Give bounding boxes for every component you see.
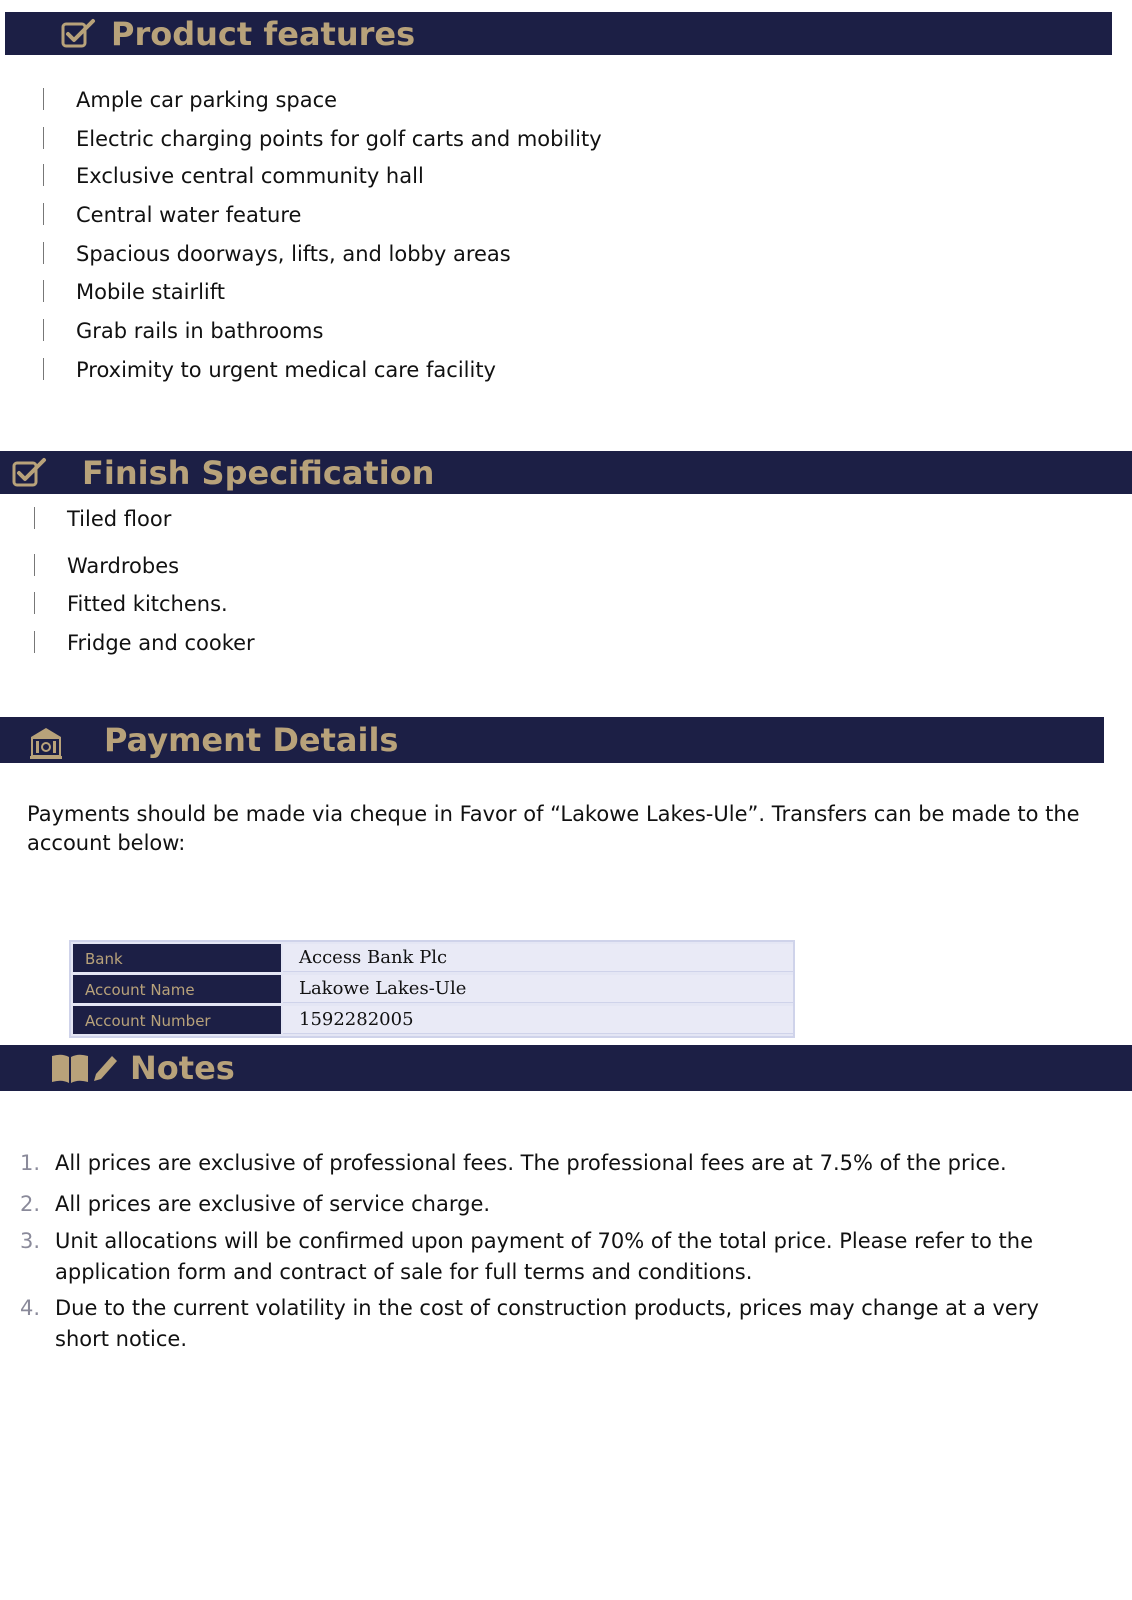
table-value: Access Bank Plc [283, 944, 793, 972]
bank-details-table [69, 940, 795, 1038]
note-number: 4. [20, 1296, 41, 1320]
payment-instructions: Payments should be made via cheque in Favor of “Lakowe Lakes-Ule”. Transfers can be made to the account below: [27, 802, 1080, 855]
product-features-banner [5, 12, 1112, 55]
section-title: Payment Details [104, 721, 399, 759]
note-number: 3. [20, 1229, 41, 1253]
note-number: 2. [20, 1192, 41, 1216]
table-value: Lakowe Lakes-Ule [283, 975, 793, 1003]
note-text: Unit allocations will be confirmed upon payment of 70% of the total price. Please refer to the application form and contract of sale for full terms and conditions. [55, 1229, 1034, 1284]
section-title: Finish Specification [82, 454, 435, 492]
finish-specification-list: Tiled floor Wardrobes Fitted kitchens. Fridge and cooker [34, 507, 534, 667]
section-title: Notes [130, 1049, 235, 1087]
bank-icon [28, 725, 64, 759]
payment-details-banner [0, 717, 1104, 763]
checkbox-check-icon [10, 457, 50, 489]
table-label: Bank [73, 944, 281, 972]
finish-specification-banner [0, 451, 1132, 494]
note-text: All prices are exclusive of service charge. [55, 1192, 491, 1216]
table-row [73, 975, 793, 1003]
table-value: 1592282005 [283, 1006, 793, 1034]
table-label: Account Number [73, 1006, 281, 1034]
notes-banner [0, 1045, 1132, 1091]
table-label: Account Name [73, 975, 281, 1003]
note-text: Due to the current volatility in the cost of construction products, prices may change at a very short notice. [55, 1296, 1039, 1351]
section-title: Product features [111, 15, 416, 53]
table-row [73, 944, 793, 972]
checkbox-check-icon [60, 18, 98, 50]
table-row [73, 1006, 793, 1034]
book-pencil-icon [50, 1051, 122, 1085]
note-number: 1. [20, 1151, 41, 1175]
product-features-list: Ample car parking space Electric charging points for golf carts and mobility Exclusive central community hall Central water feature Spacious doorways, lifts, and lobby areas Mobile stairlift Grab rails in bathrooms Proximity to urgent medical care facility [43, 88, 743, 388]
note-text: All prices are exclusive of professional fees. The professional fees are at 7.5% of the price. [55, 1151, 1007, 1175]
